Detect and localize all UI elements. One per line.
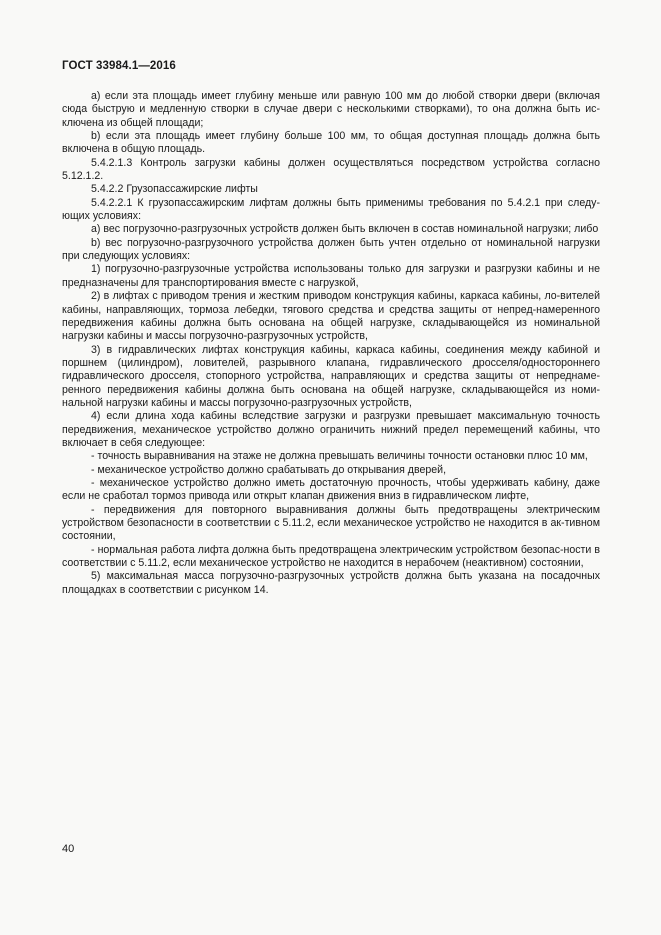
list-item: - нормальная работа лифта должна быть предотвращена электрическим устройством безопас-ности в соответствии с 5.11.2, если механическое устройство не находится в нерабочем (неактивном) состоянии, xyxy=(62,543,600,570)
paragraph: 3) в гидравлических лифтах конструкция кабины, каркаса кабины, соединения между кабиной и поршнем (цилиндром), ловителей, разрывного клапана, гидравлического дросселя/одностороннего гидравлического дросселя, стопорного устройства, направляющих и средства защиты от непреднаме-ренного передвижения кабины должна быть основана на общей нагрузке, складывающейся из номи-нальной нагрузки кабины и массы погрузочно-разгрузочных устройств, xyxy=(62,343,600,409)
document-body xyxy=(62,90,600,597)
list-item: - механическое устройство должно иметь достаточную прочность, чтобы удерживать кабину, даже если не сработал тормоз привода или открыт клапан движения вниз в гидравлическом лифте, xyxy=(62,476,600,503)
list-item: - точность выравнивания на этаже не должна превышать величины точности остановки плюс 10 мм, xyxy=(91,450,588,463)
page-number: 40 xyxy=(62,843,75,855)
document-header: ГОСТ 33984.1—2016 xyxy=(62,60,176,72)
paragraph: 5.4.2.2.1 К грузопассажирским лифтам должны быть применимы требования по 5.4.2.1 при следу-ющих условиях: xyxy=(62,196,600,223)
paragraph: 5) максимальная масса погрузочно-разгрузочных устройств должна быть указана на посадочных площадках в соответствии с рисунком 14. xyxy=(62,570,600,596)
list-item: - передвижения для повторного выравнивания должны быть предотвращены электрическим устройством безопасности в соответствии с 5.11.2, если механическое устройство не находится в ак-тивном состоянии, xyxy=(62,503,600,543)
paragraph: 5.4.2.2 Грузопассажирские лифты xyxy=(91,183,258,196)
paragraph: a) если эта площадь имеет глубину меньше или равную 100 мм до любой створки двери (включая сюда быструю и медленную створки в случае двери с несколькими створками), то она должна быть ис-ключена из общей площади; xyxy=(62,90,600,129)
paragraph: 2) в лифтах с приводом трения и жестким приводом конструкция кабины, каркаса кабины, ло-вителей кабины, направляющих, тормоза лебедки, тягового средства и средства защиты от непред-намеренного передвижения кабины должна быть основана на общей нагрузке, складывающейся из номинальной нагрузки кабины и массы погрузочно-разгрузочных устройств, xyxy=(62,290,600,343)
list-item: - механическое устройство должно срабатывать до открывания дверей, xyxy=(91,463,447,476)
paragraph: b) если эта площадь имеет глубину больше 100 мм, то общая доступная площадь должна быть включена в общую площадь. xyxy=(62,130,600,156)
paragraph: b) вес погрузочно-разгрузочного устройства должен быть учтен отдельно от номинальной нагрузки при следующих условиях: xyxy=(62,236,600,263)
paragraph: 5.4.2.1.3 Контроль загрузки кабины должен осуществляться посредством устройства согласно 5.12.1.2. xyxy=(62,156,600,183)
paragraph: 1) погрузочно-разгрузочные устройства использованы только для загрузки и разгрузки кабины и не предназначены для транспортирования вместе с нагрузкой, xyxy=(62,263,600,289)
paragraph: 4) если длина хода кабины вследствие загрузки и разгрузки превышает максимальную точность передвижения, механическое устройство должно ограничить нижний предел перемещений кабины, что включает в себя следующее: xyxy=(62,410,600,449)
paragraph: a) вес погрузочно-разгрузочных устройств должен быть включен в состав номинальной нагрузки; либо xyxy=(91,223,599,236)
